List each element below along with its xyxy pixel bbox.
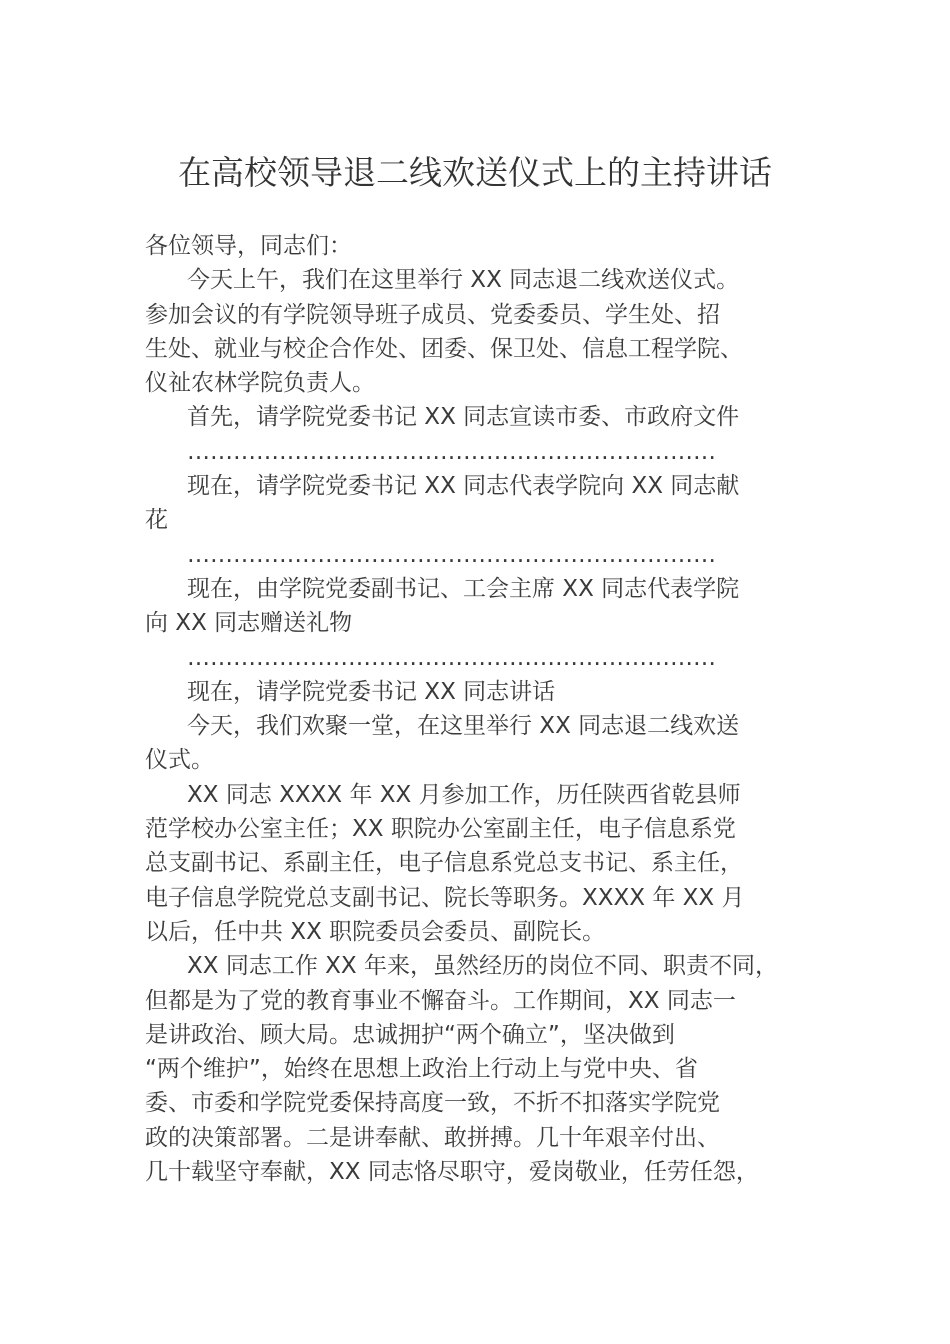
text-line: 首先，请学院党委书记 XX 同志宣读市委、市政府文件 bbox=[187, 404, 740, 431]
text-line: 今天，我们欢聚一堂，在这里举行 XX 同志退二线欢送 bbox=[187, 713, 740, 740]
text-line: 今天上午，我们在这里举行 XX 同志退二线欢送仪式。 bbox=[187, 267, 740, 294]
text-line: 委、市委和学院党委保持高度一致，不折不扣落实学院党 bbox=[145, 1090, 720, 1117]
text-line: 现在，请学院党委书记 XX 同志讲话 bbox=[187, 678, 556, 705]
text-line: …………………………………………………………… bbox=[187, 438, 716, 465]
text-line: “两个维护”，始终在思想上政治上行动上与党中央、省 bbox=[145, 1056, 698, 1083]
text-line: 生处、就业与校企合作处、团委、保卫处、信息工程学院、 bbox=[145, 335, 743, 362]
text-line: 花 bbox=[145, 507, 168, 534]
document-title: 在高校领导退二线欢送仪式上的主持讲话 bbox=[178, 153, 772, 192]
text-line: 仪祉农林学院负责人。 bbox=[145, 370, 375, 397]
text-line: 参加会议的有学院领导班子成员、党委委员、学生处、招 bbox=[145, 301, 720, 328]
text-line: 电子信息学院党总支副书记、院长等职务。XXXX 年 XX 月 bbox=[145, 884, 745, 911]
text-line: 但都是为了党的教育事业不懈奋斗。工作期间，XX 同志一 bbox=[145, 987, 736, 1014]
text-line: 几十载坚守奉献，XX 同志恪尽职守，爱岗敬业，任劳任怨， bbox=[145, 1159, 759, 1186]
text-line: 总支副书记、系副主任，电子信息系党总支书记、系主任， bbox=[145, 850, 743, 877]
text-line: 现在，请学院党委书记 XX 同志代表学院向 XX 同志献 bbox=[187, 473, 740, 500]
text-line: …………………………………………………………… bbox=[187, 541, 716, 568]
text-line: 各位领导，同志们： bbox=[145, 233, 352, 259]
document-body bbox=[145, 229, 815, 1189]
text-line: 向 XX 同志赠送礼物 bbox=[145, 610, 353, 637]
text-line: …………………………………………………………… bbox=[187, 644, 716, 671]
text-line: 是讲政治、顾大局。忠诚拥护“两个确立”，坚决做到 bbox=[145, 1021, 675, 1048]
text-line: 政的决策部署。二是讲奉献、敢拼搏。几十年艰辛付出、 bbox=[145, 1124, 720, 1151]
text-line: XX 同志工作 XX 年来，虽然经历的岗位不同、职责不同， bbox=[187, 953, 778, 980]
text-line: 以后，任中共 XX 职院委员会委员、副院长。 bbox=[145, 918, 606, 945]
text-line: 现在，由学院党委副书记、工会主席 XX 同志代表学院 bbox=[187, 575, 740, 602]
text-line: 仪式。 bbox=[145, 747, 214, 774]
text-line: 范学校办公室主任；XX 职院办公室副主任，电子信息系党 bbox=[145, 816, 736, 843]
text-line: XX 同志 XXXX 年 XX 月参加工作，历任陕西省乾县师 bbox=[187, 781, 741, 808]
